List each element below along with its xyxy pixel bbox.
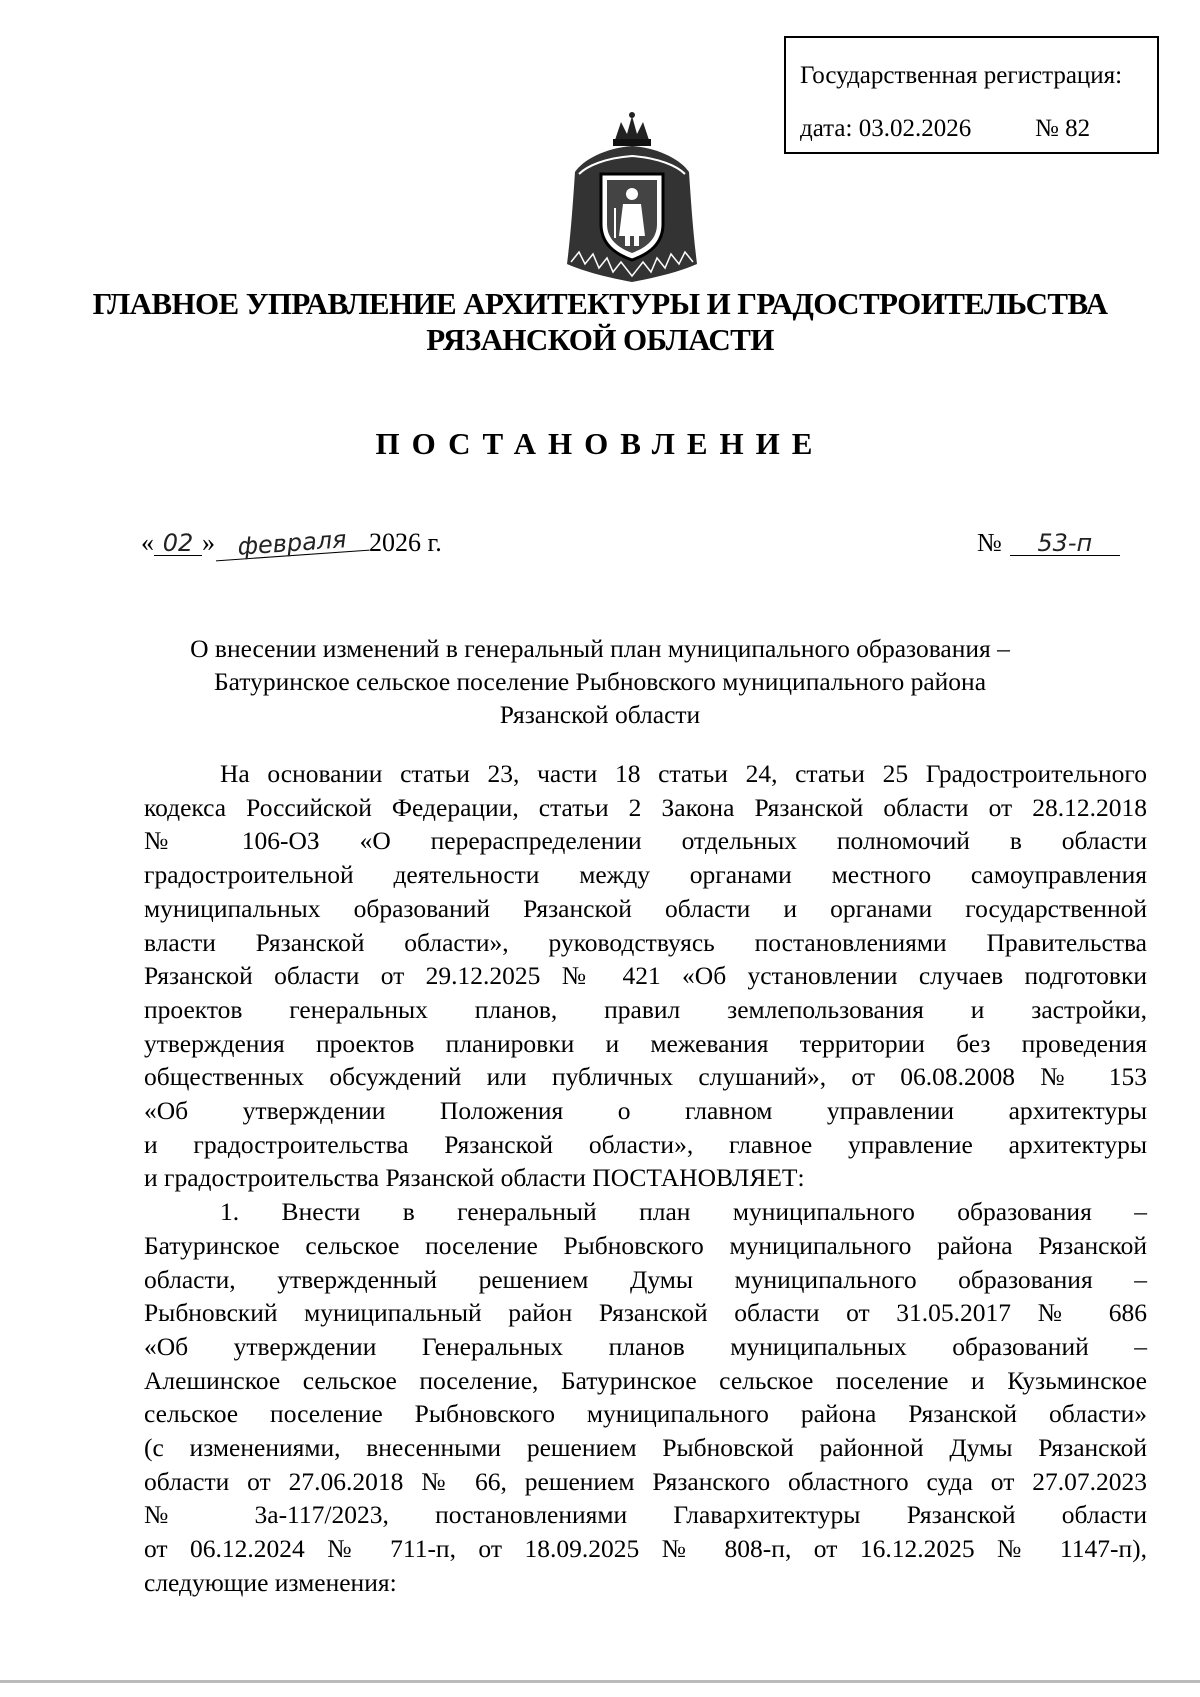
subject-line-1: О внесении изменений в генеральный план муниципального образования – <box>190 634 1010 663</box>
item1-line: от 06.12.2024 № 711-п, от 18.09.2025 № 808-п, от 16.12.2025 № 1147-п), <box>144 1534 1147 1564</box>
item1-line: Рыбновский муниципальный район Рязанской области от 31.05.2017 № 686 <box>144 1298 1147 1328</box>
item1-line: Алешинское сельское поселение, Батуринское сельское поселение и Кузьминское <box>144 1365 1147 1395</box>
date-close-quote: » <box>202 528 215 557</box>
item1-line: (с изменениями, внесенными решением Рыбновской районной Думы Рязанской <box>144 1433 1147 1463</box>
body-line: кодекса Российской Федерации, статьи 2 Закона Рязанской области от 28.12.2018 <box>144 792 1147 822</box>
item1-line: № 3а-117/2023, постановлениями Главархитектуры Рязанской области <box>144 1500 1147 1530</box>
body-line: и градостроительства Рязанской области», главное управление архитектуры <box>144 1129 1147 1159</box>
body-line: проектов генеральных планов, правил землепользования и застройки, <box>144 994 1147 1024</box>
document-body <box>144 757 1147 1600</box>
registration-date: дата: 03.02.2026 <box>800 115 972 142</box>
registration-stamp <box>784 36 1159 154</box>
registration-number: № 82 <box>1035 115 1091 142</box>
date-month: февраля <box>214 526 369 562</box>
organization-line-1: ГЛАВНОЕ УПРАВЛЕНИЕ АРХИТЕКТУРЫ И ГРАДОСТРОИТЕЛЬСТВА <box>92 286 1108 321</box>
number-value: 53-п <box>1010 531 1120 556</box>
item1-line: 1. Внести в генеральный план муниципального образования – <box>220 1197 1147 1227</box>
organization-name <box>0 286 1200 358</box>
item1-line: следующие изменения: <box>144 1567 397 1597</box>
body-line: утверждения проектов планировки и межевания территории без проведения <box>144 1028 1147 1058</box>
organization-line-2: РЯЗАНСКОЙ ОБЛАСТИ <box>426 322 774 357</box>
item1-line: области, утвержденный решением Думы муниципального образования – <box>144 1264 1147 1294</box>
item1-line: области от 27.06.2018 № 66, решением Рязанского областного суда от 27.07.2023 <box>144 1466 1147 1496</box>
number-sign: № <box>977 528 1002 557</box>
document-date <box>141 525 442 561</box>
body-line: власти Рязанской области», руководствуясь постановлениями Правительства <box>144 927 1147 957</box>
document-number <box>977 530 1120 556</box>
document-type: ПОСТАНОВЛЕНИЕ <box>375 426 825 461</box>
item1-line: «Об утверждении Генеральных планов муниципальных образований – <box>144 1331 1147 1361</box>
body-line: и градостроительства Рязанской области ПОСТАНОВЛЯЕТ: <box>144 1163 805 1193</box>
body-line: Рязанской области от 29.12.2025 № 421 «Об установлении случаев подготовки <box>144 961 1147 991</box>
item1-line: сельское поселение Рыбновского муниципального района Рязанской области» <box>144 1399 1147 1429</box>
date-year: 2026 г. <box>369 528 442 557</box>
body-line: муниципальных образований Рязанской области и органами государственной <box>144 893 1147 923</box>
body-line: № 106-ОЗ «О перераспределении отдельных полномочий в области <box>144 826 1147 856</box>
item1-line: Батуринское сельское поселение Рыбновского муниципального района Рязанской <box>144 1230 1147 1260</box>
body-line: градостроительной деятельности между органами местного самоуправления <box>144 860 1147 890</box>
subject-line-2: Батуринское сельское поселение Рыбновского муниципального района <box>213 667 987 696</box>
document-subject <box>0 632 1200 731</box>
date-open-quote: « <box>141 528 154 557</box>
ryazan-coat-of-arms-icon <box>565 112 699 284</box>
subject-line-3: Рязанской области <box>499 700 701 729</box>
body-line: «Об утверждении Положения о главном управлении архитектуры <box>144 1096 1147 1126</box>
page-bottom-edge <box>0 1680 1200 1683</box>
body-line: общественных обсуждений или публичных слушаний», от 06.08.2008 № 153 <box>144 1062 1147 1092</box>
registration-title: Государственная регистрация: <box>800 62 1123 89</box>
date-day: 02 <box>154 531 202 556</box>
body-line: На основании статьи 23, части 18 статьи 24, статьи 25 Градостроительного <box>220 759 1147 788</box>
